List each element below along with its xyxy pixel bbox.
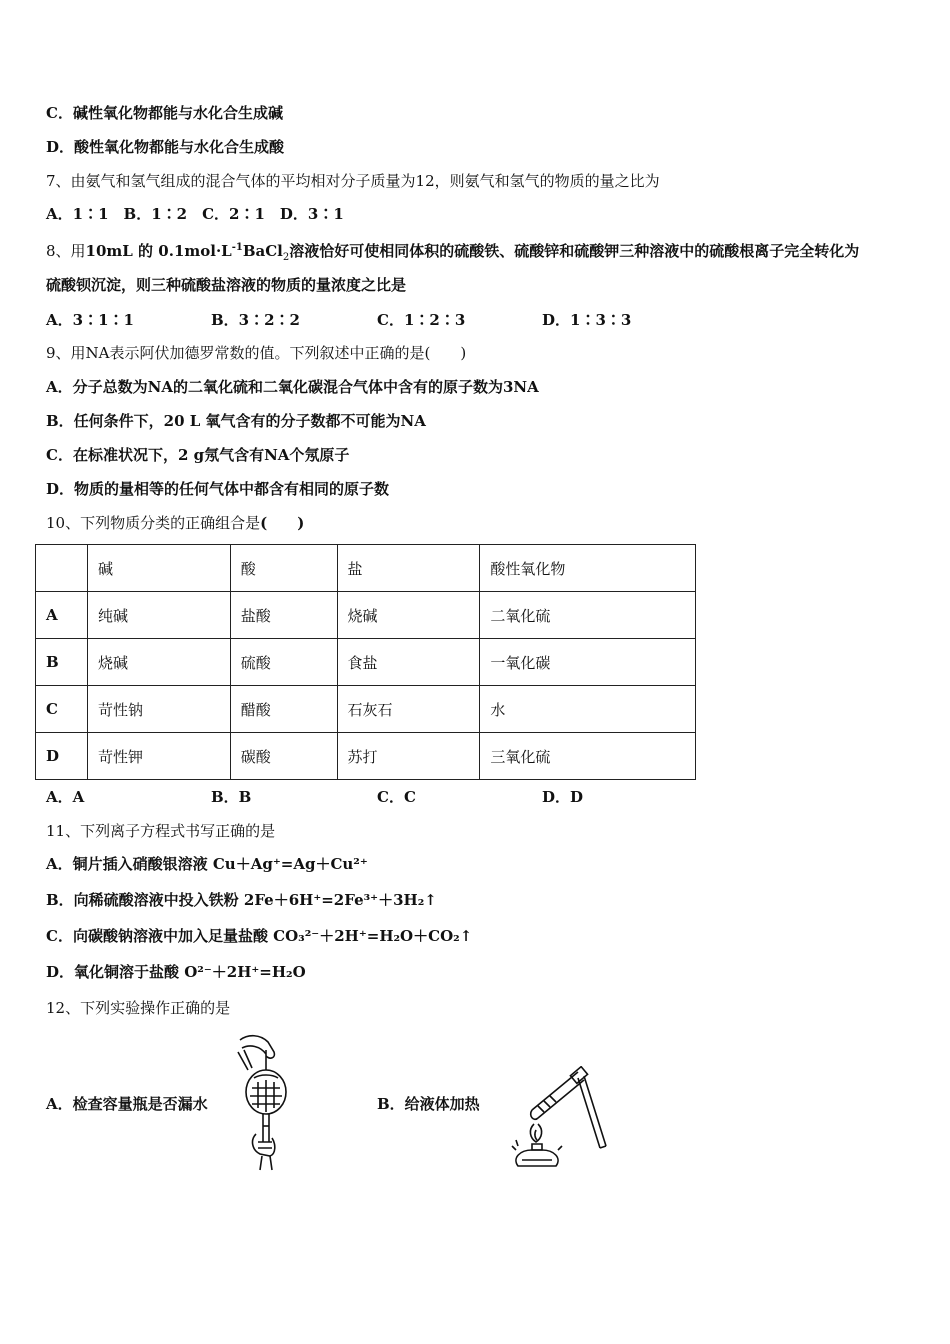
q11-option-c: C．向碳酸钠溶液中加入足量盐酸 CO₃²⁻＋2H⁺=H₂O＋CO₂↑ bbox=[46, 927, 473, 945]
q9-stem: 9、用NA表示阿伏加德罗常数的值。下列叙述中正确的是( ) bbox=[46, 344, 467, 362]
q8-stem bbox=[46, 238, 859, 268]
table-row bbox=[36, 686, 696, 733]
table-cell: 硫酸 bbox=[230, 639, 337, 686]
table-row bbox=[36, 592, 696, 639]
table-cell: 碳酸 bbox=[230, 733, 337, 780]
table-cell: 纯碱 bbox=[87, 592, 230, 639]
q7-stem: 7、由氨气和氢气组成的混合气体的平均相对分子质量为12，则氨气和氢气的物质的量之比为 bbox=[46, 172, 660, 190]
q10-option-b: B．B bbox=[211, 788, 252, 806]
q8-stem-part4: 溶液恰好可使相同体积的硫酸铁、硫酸锌和硫酸钾三种溶液中的硫酸根离子完全转化为 bbox=[289, 242, 860, 260]
table-cell: C bbox=[36, 686, 88, 733]
table-cell: 食盐 bbox=[337, 639, 480, 686]
q10-option-a: A．A bbox=[46, 788, 85, 806]
classification-table bbox=[35, 544, 696, 780]
table-header-cell: 盐 bbox=[337, 545, 480, 592]
table-header-cell bbox=[36, 545, 88, 592]
q8-stem-line2: 硫酸钡沉淀，则三种硫酸盐溶液的物质的量浓度之比是 bbox=[46, 276, 407, 294]
heating-liquid-figure bbox=[508, 1066, 612, 1170]
table-cell: 烧碱 bbox=[87, 639, 230, 686]
table-header-cell: 酸 bbox=[230, 545, 337, 592]
q12-stem: 12、下列实验操作正确的是 bbox=[46, 999, 231, 1017]
q8-option-a: A．3∶1∶1 bbox=[46, 311, 134, 329]
q6-option-c: C．碱性氧化物都能与水化合生成碱 bbox=[46, 104, 283, 122]
table-cell: 盐酸 bbox=[230, 592, 337, 639]
q12-option-b: B．给液体加热 bbox=[377, 1095, 480, 1113]
table-cell: 水 bbox=[480, 686, 696, 733]
table-header-cell: 酸性氧化物 bbox=[480, 545, 696, 592]
table-cell: D bbox=[36, 733, 88, 780]
table-cell: A bbox=[36, 592, 88, 639]
q11-option-b: B．向稀硫酸溶液中投入铁粉 2Fe＋6H⁺=2Fe³⁺＋3H₂↑ bbox=[46, 891, 437, 909]
q8-stem-part2: 10mL 的 0.1mol·L bbox=[85, 242, 232, 260]
q6-option-d: D．酸性氧化物都能与水化合生成酸 bbox=[46, 138, 285, 156]
table-row bbox=[36, 639, 696, 686]
q8-option-c: C．1∶2∶3 bbox=[377, 311, 466, 329]
table-cell: 石灰石 bbox=[337, 686, 480, 733]
q10-option-c: C．C bbox=[377, 788, 416, 806]
table-cell: 苛性钠 bbox=[87, 686, 230, 733]
q9-option-d: D．物质的量相等的任何气体中都含有相同的原子数 bbox=[46, 480, 390, 498]
q11-stem: 11、下列离子方程式书写正确的是 bbox=[46, 822, 276, 840]
q8-stem-part1: 8、用 bbox=[46, 242, 86, 260]
q9-option-a: A．分子总数为NA的二氧化硫和二氧化碳混合气体中含有的原子数为3NA bbox=[46, 378, 539, 396]
q8-stem-sub: 2 bbox=[282, 252, 290, 263]
q12-option-a: A．检查容量瓶是否漏水 bbox=[46, 1095, 208, 1113]
table-cell: 一氧化碳 bbox=[480, 639, 696, 686]
q8-stem-part3: BaCl bbox=[242, 242, 283, 260]
table-cell: 二氧化硫 bbox=[480, 592, 696, 639]
volumetric-flask-figure bbox=[230, 1030, 300, 1172]
table-cell: 醋酸 bbox=[230, 686, 337, 733]
q10-stem bbox=[46, 513, 304, 533]
table-cell: 三氧化硫 bbox=[480, 733, 696, 780]
q10-option-d: D．D bbox=[542, 788, 584, 806]
q8-option-d: D．1∶3∶3 bbox=[542, 311, 632, 329]
table-cell: 苏打 bbox=[337, 733, 480, 780]
q10-stem-paren: ( ) bbox=[260, 514, 305, 532]
q10-stem-text: 10、下列物质分类的正确组合是 bbox=[46, 514, 261, 532]
table-row bbox=[36, 733, 696, 780]
q8-option-b: B．3∶2∶2 bbox=[211, 311, 300, 329]
q8-stem-sup: -1 bbox=[231, 242, 243, 253]
q9-option-b: B．任何条件下，20 L 氧气含有的分子数都不可能为NA bbox=[46, 412, 426, 430]
table-cell: 烧碱 bbox=[337, 592, 480, 639]
table-cell: B bbox=[36, 639, 88, 686]
q11-option-d: D．氧化铜溶于盐酸 O²⁻＋2H⁺=H₂O bbox=[46, 963, 306, 981]
q11-option-a: A．铜片插入硝酸银溶液 Cu＋Ag⁺=Ag＋Cu²⁺ bbox=[46, 855, 368, 873]
q9-option-c: C．在标准状况下，2 g氖气含有NA个氖原子 bbox=[46, 446, 350, 464]
q7-options: A．1∶1 B．1∶2 C．2∶1 D．3∶1 bbox=[46, 205, 344, 223]
table-header-row bbox=[36, 545, 696, 592]
table-cell: 苛性钾 bbox=[87, 733, 230, 780]
table-header-cell: 碱 bbox=[87, 545, 230, 592]
